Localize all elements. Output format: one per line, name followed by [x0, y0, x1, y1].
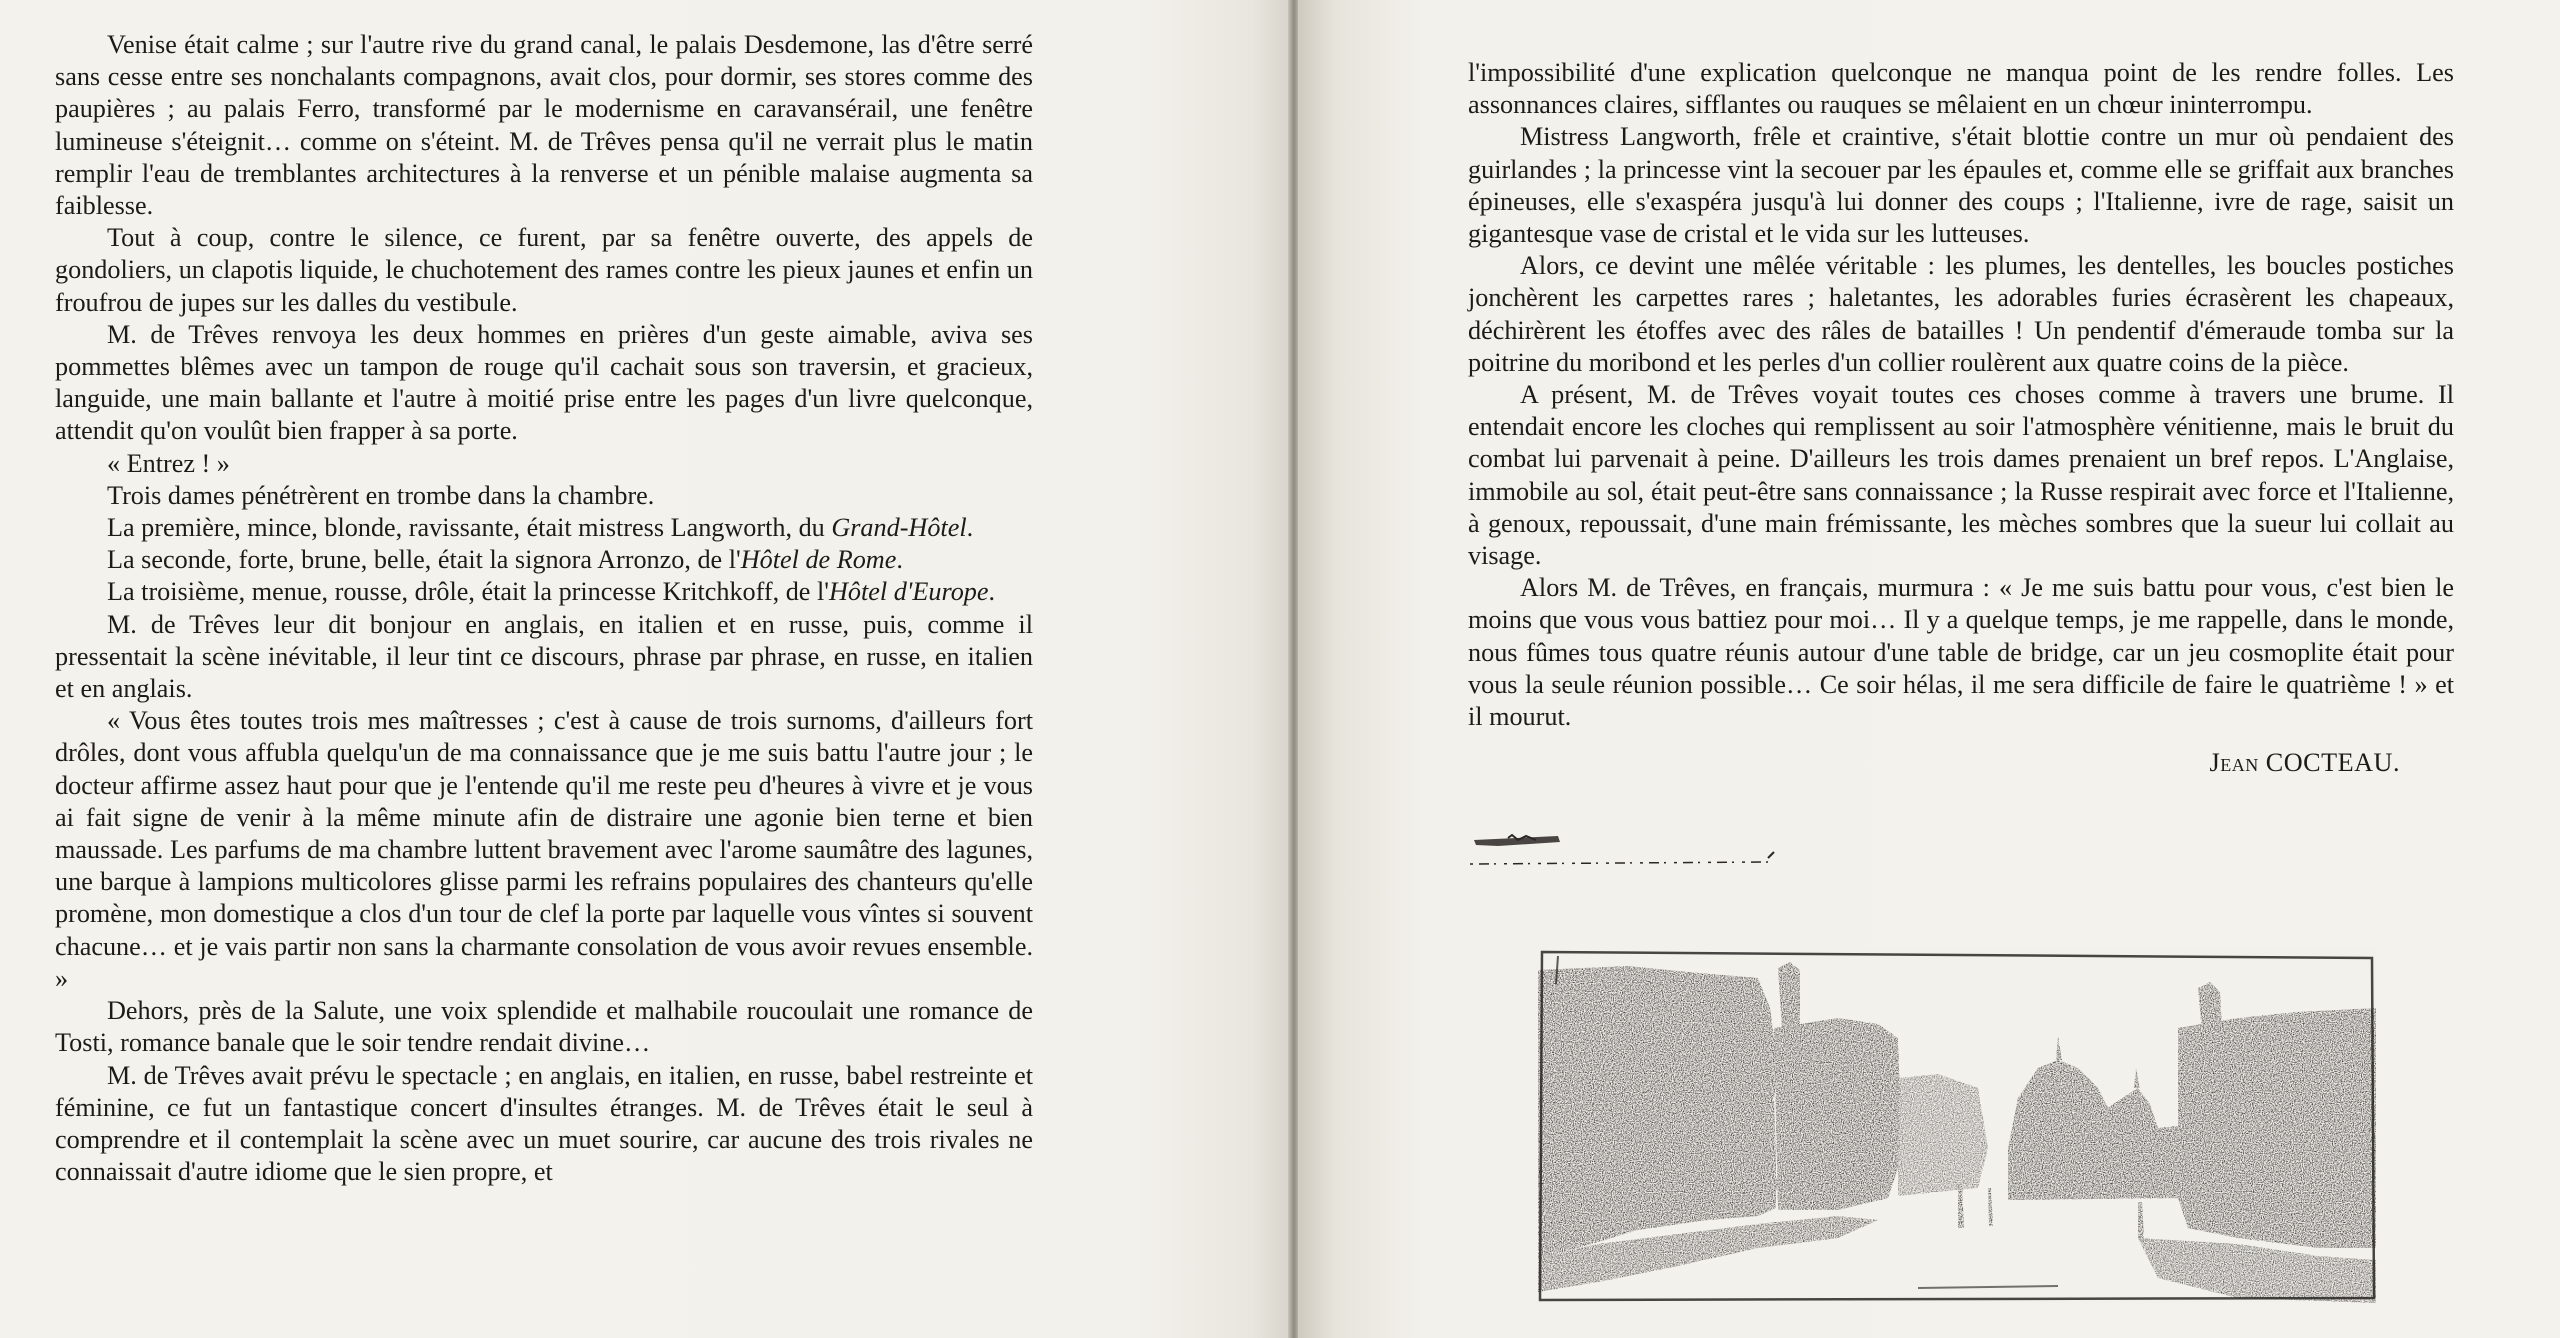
left-page-text: [55, 29, 1033, 1188]
author-signature: Jean COCTEAU.: [2209, 748, 2400, 778]
paragraph: Dehors, près de la Salute, une voix splendide et malhabile roucoulait une romance de Tosti, romance banale que le soir tendre rendait divine…: [55, 996, 1033, 1058]
paragraph: [55, 544, 1033, 576]
paragraph: M. de Trêves leur dit bonjour en anglais, en italien et en russe, puis, comme il pressentait la scène inévitable, il leur tint ce discours, phrase par phrase, en russe, en italien et en anglais.: [55, 609, 1033, 704]
paragraph-text: .: [896, 545, 903, 575]
paragraph-text: La troisième, menue, rousse, drôle, était la princesse Kritchkoff, de l': [107, 577, 829, 607]
paragraph: A présent, M. de Trêves voyait toutes ces choses comme à travers une brume. Il entendait encore les cloches qui remplissent au soir l'atmosphère vénitienne, mais le bruit du combat lui parvenait à peine. D'ailleurs les trois dames prenaient un bref repos. L'Anglaise, immobile au sol, était peut-être sans connaissance ; la Russe respirait avec force et l'Italienne, à genoux, repoussait, d'une main frémissante, les mèches sombres que la sueur lui collait au visage.: [1468, 380, 2454, 571]
paragraph: Alors, ce devint une mêlée véritable : les plumes, les dentelles, les boucles postiches jonchèrent les carpettes rares ; haletantes, les adorables furies écrasèrent les chapeaux, déchirèrent les étoffes avec des râles de batailles ! Un pendentif d'émeraude tomba sur la poitrine du moribond et les perles d'un collier roulèrent aux quatre coins de la pièce.: [1468, 251, 2454, 377]
paragraph: Venise était calme ; sur l'autre rive du grand canal, le palais Desdemone, las d'être serré sans cesse entre ses nonchalants compagnons, avait clos, pour dormir, ses stores comme des paupières ; au palais Ferro, transformé par le modernisme en caravansérail, une fenêtre lumineuse s'éteignit… comme on s'éteint. M. de Trêves pensa qu'il ne verrait plus le matin remplir l'eau de tremblantes architectures à la renverse et un pénible malaise augmenta sa faiblesse.: [55, 30, 1033, 221]
paragraph: « Vous êtes toutes trois mes maîtresses ; c'est à cause de trois surnoms, d'ailleurs fort drôles, dont vous affubla quelqu'un de ma connaissance que je me suis battu l'autre jour ; le docteur affirme assez haut pour que je l'entende qu'il me reste peu d'heures à vivre et je vous ai fait signe de venir à la même minute afin de distraire une agonie bien terne et bien maussade. Les parfums de ma chambre luttent bravement avec l'arome saumâtre des lagunes, une barque à lampions multicolores glisse parmi les refrains populaires des chanteurs qu'elle promène, mon domestique a clos d'un tour de clef la porte par laquelle vous vîntes si souvent chacune… et je vais partir non sans la charmante consolation de vous avoir revues ensemble. »: [55, 706, 1033, 993]
hotel-name: Grand-Hôtel: [831, 513, 967, 543]
paragraph: M. de Trêves avait prévu le spectacle ; en anglais, en italien, en russe, babel restreinte et féminine, ce fut un fantastique concert d'insultes étranges. M. de Trêves était le seul à comprendre et il contemplait la scène avec un muet sourire, car aucune des trois rivales ne connaissait d'autre idiome que le sien propre, et: [55, 1060, 1033, 1187]
paragraph: Alors M. de Trêves, en français, murmura : « Je me suis battu pour vous, c'est bien le moins que vous vous battiez pour moi… Il y a quelque temps, je me rappelle, dans le monde, nous fûmes tous quatre réunis autour d'une table de bridge, car un jeu cosmoplite était pour vous la seule réunion possible… Ce soir hélas, il me sera difficile de faire le quatrième ! » et il mourut.: [1468, 573, 2454, 732]
venice-canal-illustration: [1538, 948, 2376, 1303]
bleed-through-text: [1070, 220, 1270, 720]
paragraph: l'impossibilité d'une explication quelconque ne manqua point de les rendre folles. Les assonnances claires, sifflantes ou rauques se mêlaient en un chœur ininterrompu.: [1468, 58, 2454, 120]
paragraph: Mistress Langworth, frêle et craintive, s'était blottie contre un mur où pendaient des guirlandes ; la princesse vint la secouer par les épaules et, comme elle se griffait aux branches épineuses, elle s'exaspéra jusqu'à lui donner des coups ; l'Italienne, ivre de rage, saisit un gigantesque vase de cristal et le vida sur les lutteuses.: [1468, 122, 2454, 249]
hotel-name: Hôtel de Rome: [740, 545, 897, 575]
paragraph: [55, 576, 1033, 608]
paragraph: M. de Trêves renvoya les deux hommes en prières d'un geste aimable, aviva ses pommettes blêmes avec un tampon de rouge qu'il cachait sous son traversin, et gracieux, languide, une main ballante et l'autre à moitié prise entre les pages d'un livre quelconque, attendit qu'on voulût bien frapper à sa porte.: [55, 319, 1033, 446]
paragraph: Trois dames pénétrèrent en trombe dans la chambre.: [107, 480, 655, 510]
ink-rule-marks: [1468, 828, 2028, 868]
right-page: [1298, 0, 2560, 1338]
paragraph-text: La seconde, forte, brune, belle, était la signora Arronzo, de l': [107, 545, 741, 575]
paragraph: « Entrez ! »: [107, 448, 230, 478]
paragraph-text: .: [966, 513, 974, 543]
hotel-name: Hôtel d'Europe: [828, 577, 989, 607]
paragraph-text: .: [988, 577, 996, 607]
paragraph: [55, 512, 1033, 544]
paragraph-text: La première, mince, blonde, ravissante, était mistress Langworth, du: [107, 513, 832, 543]
paragraph: Tout à coup, contre le silence, ce furent, par sa fenêtre ouverte, des appels de gondoliers, un clapotis liquide, le chuchotement des rames contre les pieux jaunes et enfin un froufrou de jupes sur les dalles du vestibule.: [55, 223, 1033, 317]
right-page-text: [1468, 57, 2454, 779]
